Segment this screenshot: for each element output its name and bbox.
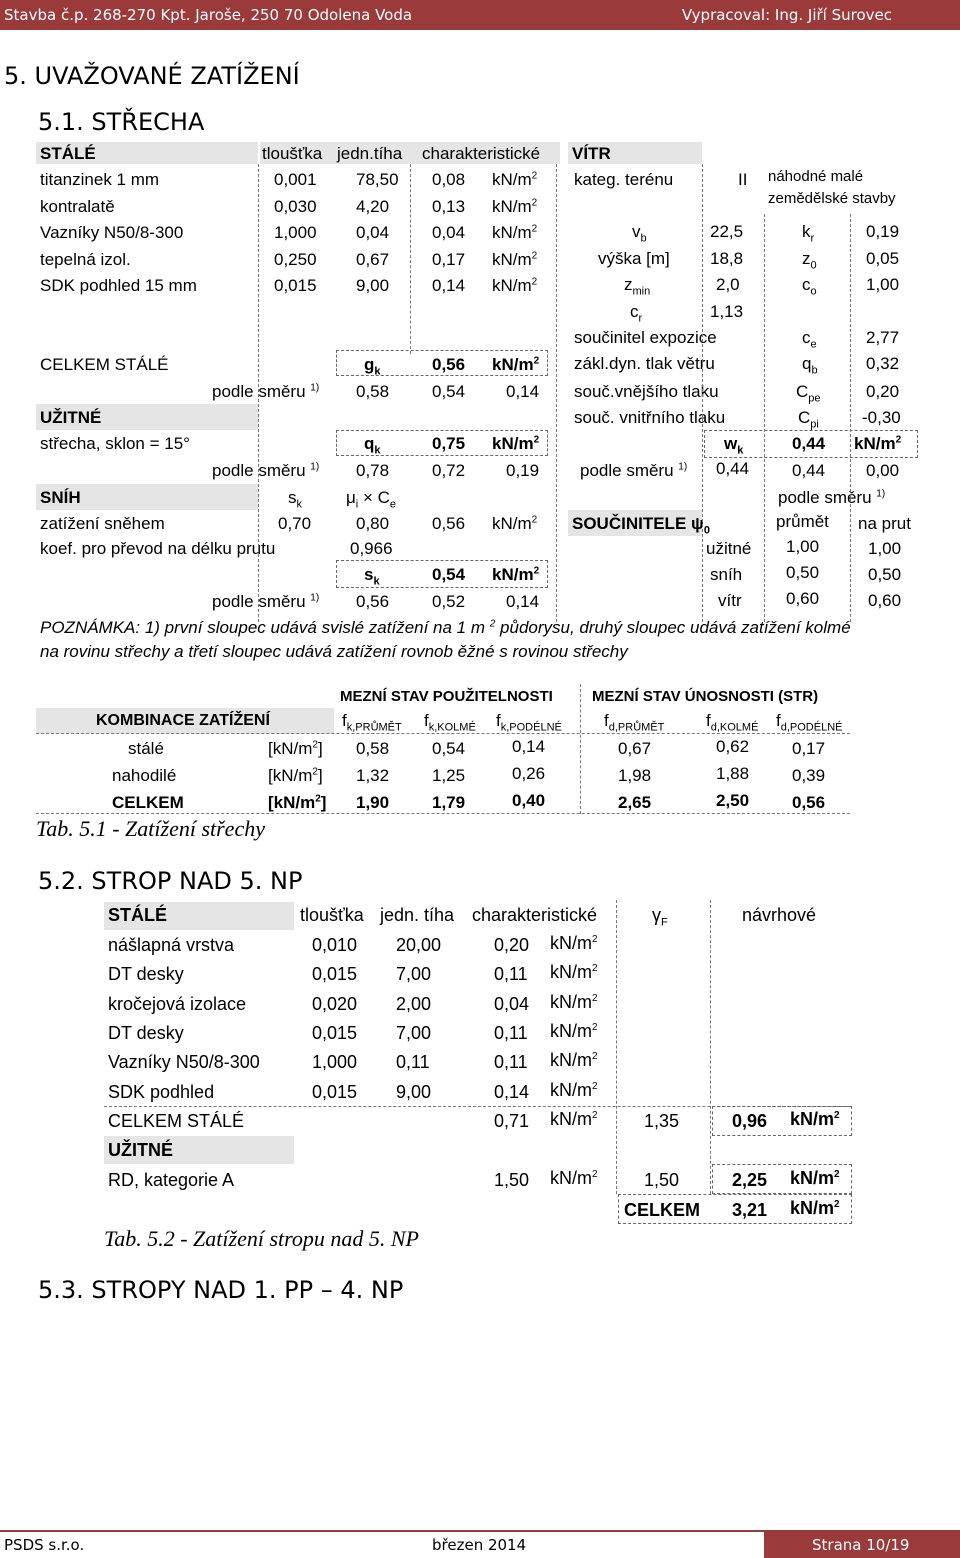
- grid-line: [710, 900, 711, 1194]
- koef-label: koef. pro převod na délku prutu: [40, 539, 276, 558]
- komb-cell: 0,58: [356, 739, 390, 758]
- psi-row-na-prut: 0,50: [868, 565, 902, 584]
- roof-row-weight: 9,00: [356, 276, 390, 295]
- mspo-title: MEZNÍ STAV POUŽITELNOSTI: [340, 688, 553, 705]
- komb-cell: 0,26: [512, 764, 546, 783]
- strop-row-name: Vazníky N50/8-300: [108, 1052, 260, 1073]
- strop-row-weight: 7,00: [396, 1022, 432, 1043]
- strop-rd-val: 1,50: [494, 1170, 530, 1190]
- komb-cell: 0,62: [716, 737, 750, 756]
- grid-line: [556, 164, 557, 622]
- strop-rd-nav: 2,25: [732, 1170, 768, 1190]
- zmin-symbol: $z_{min}$: [624, 275, 651, 298]
- strop-row-weight: 9,00: [396, 1081, 432, 1102]
- heading-5: 5. UVAŽOVANÉ ZATÍŽENÍ: [4, 62, 300, 90]
- footer-page: Strana 10/19: [812, 1536, 910, 1554]
- sk-dir-1: 0,56: [356, 592, 390, 611]
- komb-col-header: $f_{k,PODÉLNÉ}$: [496, 711, 562, 734]
- zs-2: 0,80: [356, 514, 390, 533]
- strop-rd-gamma: 1,50: [644, 1170, 680, 1190]
- psi-row-prumet: 0,60: [786, 589, 820, 608]
- z0-value: 0,05: [866, 249, 900, 268]
- prumet-label: průmět: [776, 512, 829, 531]
- gk-dir-3: 0,14: [506, 382, 540, 401]
- zs-1: 0,70: [278, 514, 312, 533]
- zs-3: 0,56: [432, 514, 466, 533]
- grid-line: [850, 214, 851, 622]
- komb-cell: 0,40: [512, 791, 546, 810]
- strop-celkem-unit: $kN/m^2$: [790, 1198, 840, 1218]
- sk-unit: $kN/m^2$: [492, 565, 540, 584]
- strop-col-navrhove: návrhové: [742, 905, 817, 925]
- grid-line: [702, 164, 703, 622]
- snih-label: SNÍH: [40, 488, 81, 507]
- komb-cell: 1,79: [432, 793, 466, 812]
- zmin-value: 2,0: [716, 275, 740, 294]
- strop-uzitne-label: UŽITNÉ: [108, 1140, 173, 1160]
- roof-row-unit: $kN/m^2$: [492, 276, 538, 295]
- strop-col-char: charakteristické: [472, 905, 598, 925]
- note-line-1: POZNÁMKA: 1) první sloupec udává svislé zatížení na 1 m $^2$ půdorysu, druhý sloupec udává zatížení kolmé: [40, 618, 851, 637]
- qk-symbol: $q_k$: [364, 434, 381, 457]
- wk-dir-1: 0,44: [716, 459, 750, 478]
- roof-row-thickness: 0,030: [274, 196, 317, 216]
- cpe-symbol: $C_{pe}$: [796, 382, 821, 405]
- strop-rd-unit: $kN/m^2$: [550, 1168, 598, 1188]
- komb-col-header: $f_{k,KOLMÉ}$: [424, 711, 476, 734]
- vyska-label: výška [m]: [598, 249, 670, 268]
- podle-smeru-sk: podle směru $^{1)}$: [212, 592, 320, 611]
- page-footer: [0, 1530, 960, 1558]
- roof-row-unit: $kN/m^2$: [492, 249, 538, 269]
- strop-cs-gamma: 1,35: [644, 1111, 680, 1131]
- strop-row-thickness: 1,000: [312, 1052, 358, 1073]
- kr-value: 0,19: [866, 222, 900, 241]
- strop-row-thickness: 0,010: [312, 935, 358, 955]
- qb-symbol: $q_b$: [802, 354, 818, 377]
- strop-row-unit: $kN/m^2$: [550, 1050, 598, 1071]
- strop-cs-nav-unit: $kN/m^2$: [790, 1109, 840, 1129]
- komb-cell: 1,90: [356, 793, 390, 812]
- roof-row-weight: 78,50: [356, 170, 399, 189]
- komb-cell: 1,88: [716, 764, 750, 783]
- ce-value: 2,77: [866, 328, 900, 347]
- komb-cell: 0,54: [432, 739, 466, 758]
- page-header: [0, 0, 960, 30]
- roof-row-unit: $kN/m^2$: [492, 196, 538, 216]
- footer-page-box: [764, 1532, 960, 1558]
- strop-row-thickness: 0,020: [312, 993, 358, 1014]
- roof-row-unit: $kN/m^2$: [492, 170, 538, 189]
- kombinace-title: KOMBINACE ZATÍŽENÍ: [96, 712, 270, 729]
- roof-row-value: 0,13: [432, 196, 466, 216]
- zakl-label: zákl.dyn. tlak větru: [574, 354, 715, 373]
- roof-row-unit: $kN/m^2$: [492, 223, 538, 242]
- strop-row-weight: 0,11: [396, 1052, 430, 1073]
- vb-symbol: $v_b$: [632, 222, 647, 245]
- komb-cell: 1,32: [356, 766, 390, 785]
- zs-unit: $kN/m^2$: [492, 514, 538, 533]
- grid-line: [36, 813, 850, 814]
- komb-cell: 1,25: [432, 766, 466, 785]
- strop-row-unit: $kN/m^2$: [550, 962, 598, 983]
- kateg-value: II: [738, 170, 748, 189]
- strop-celkem-label: CELKEM: [624, 1200, 700, 1220]
- note-line-2: na rovinu střechy a třetí sloupec udává zatížení rovnob ěžné s rovinou střechy: [40, 642, 628, 661]
- strop-row-name: nášlapná vrstva: [108, 935, 235, 955]
- vb-value: 22,5: [710, 222, 744, 241]
- co-symbol: $c_o$: [802, 275, 817, 298]
- psi-row-na-prut: 1,00: [868, 539, 902, 558]
- komb-row-name: nahodilé: [112, 766, 177, 785]
- uzitne-label: UŽITNÉ: [40, 408, 102, 427]
- strop-row-value: 0,14: [494, 1081, 530, 1102]
- strop-row-unit: $kN/m^2$: [550, 933, 598, 953]
- komb-cell: 0,17: [792, 739, 826, 758]
- cpe-value: 0,20: [866, 382, 900, 401]
- qk-dir-3: 0,19: [506, 461, 540, 480]
- roof-row-name: SDK podhled 15 mm: [40, 276, 197, 295]
- podle-smeru-psi: podle směru $^{1)}$: [778, 488, 886, 507]
- gk-unit: $kN/m^2$: [492, 355, 540, 374]
- header-project: Stavba č.p. 268-270 Kpt. Jaroše, 250 70 Odolena Voda: [4, 6, 413, 24]
- strop-cs-nav: 0,96: [732, 1111, 768, 1131]
- roof-row-weight: 0,67: [356, 249, 390, 269]
- strop-row-thickness: 0,015: [312, 1081, 358, 1102]
- strop-row-name: kročejová izolace: [108, 993, 247, 1014]
- komb-row-unit: $[kN/m^2]$: [268, 793, 327, 812]
- strop-cs-val: 0,71: [494, 1111, 530, 1131]
- wind-title: VÍTR: [572, 144, 611, 163]
- roof-row-name: kontralatě: [40, 196, 115, 216]
- roof-row-thickness: 0,015: [274, 276, 317, 295]
- strop-row-value: 0,11: [494, 1052, 528, 1073]
- strop-row-unit: $kN/m^2$: [550, 1079, 598, 1100]
- strop-row-weight: 20,00: [396, 935, 442, 955]
- grid-line: [764, 214, 765, 622]
- strop-row-unit: $kN/m^2$: [550, 991, 598, 1012]
- podle-smeru-gk: podle směru $^{1)}$: [212, 382, 320, 401]
- na-prut-label: na prut: [858, 514, 911, 533]
- wk-dir-3: 0,00: [866, 461, 900, 480]
- roof-row-value: 0,04: [432, 223, 466, 242]
- komb-col-header: $f_{k,PRŮMĚT}$: [342, 711, 402, 734]
- sk-col-label: $s_k$: [288, 488, 302, 511]
- wk-symbol: $w_k$: [724, 434, 744, 457]
- strop-row-value: 0,04: [494, 993, 530, 1014]
- z0-symbol: $z_0$: [802, 249, 817, 272]
- kr-symbol: $k_r$: [802, 222, 815, 245]
- strop-col-tl: tloušťka: [300, 905, 364, 925]
- roof-col-tl: tloušťka: [262, 144, 323, 163]
- expo-label: součinitel expozice: [574, 328, 717, 347]
- roof-row-value: 0,17: [432, 249, 466, 269]
- komb-cell: 2,50: [716, 791, 750, 810]
- sk-dir-3: 0,14: [506, 592, 540, 611]
- strop-rd-nav-unit: $kN/m^2$: [790, 1168, 840, 1188]
- komb-row-name: stálé: [128, 739, 164, 758]
- komb-col-header: $f_{d,KOLMÉ}$: [706, 711, 759, 734]
- kateg-label: kateg. terénu: [574, 170, 674, 189]
- komb-row-name: CELKEM: [112, 793, 184, 812]
- kateg-desc-1: náhodné malé: [768, 168, 864, 185]
- wk-dir-2: 0,44: [792, 461, 826, 480]
- psi-row-prumet: 0,50: [786, 563, 820, 582]
- strop-celkem-stale-label: CELKEM STÁLÉ: [108, 1111, 245, 1131]
- caption-5-1: Tab. 5.1 - Zatížení střechy: [36, 816, 265, 841]
- psi-row-name: sníh: [710, 565, 743, 584]
- roof-row-name: tepelná izol.: [40, 249, 131, 269]
- gk-value: 0,56: [432, 355, 466, 374]
- header-author: Vypracoval: Ing. Jiří Surovec: [681, 6, 892, 24]
- cpi-value: -0,30: [862, 408, 901, 427]
- cpi-symbol: $C_{pi}$: [798, 408, 819, 431]
- strop-col-jt: jedn. tíha: [380, 905, 455, 925]
- wk-value: 0,44: [792, 434, 826, 453]
- zat-snehem-label: zatížení sněhem: [40, 514, 165, 533]
- komb-cell: 2,65: [618, 793, 652, 812]
- strop-row-weight: 2,00: [396, 993, 432, 1014]
- heading-5-1: 5.1. STŘECHA: [38, 108, 205, 136]
- gk-dir-1: 0,58: [356, 382, 390, 401]
- strop-row-name: DT desky: [108, 964, 184, 985]
- qk-value: 0,75: [432, 434, 466, 453]
- roof-row-name: titanzinek 1 mm: [40, 170, 160, 189]
- heading-5-3: 5.3. STROPY NAD 1. PP – 4. NP: [38, 1276, 404, 1304]
- wk-unit: $kN/m^2$: [854, 434, 902, 453]
- koef-value: 0,966: [350, 539, 393, 558]
- psi-row-name: vítr: [718, 591, 742, 610]
- roof-row-value: 0,08: [432, 170, 466, 189]
- roof-col-char: charakteristické: [422, 144, 541, 163]
- strecha-label: střecha, sklon = 15°: [40, 434, 190, 453]
- roof-row-value: 0,14: [432, 276, 466, 295]
- msu-title: MEZNÍ STAV ÚNOSNOSTI (STR): [592, 688, 819, 705]
- roof-row-name: Vazníky N50/8-300: [40, 223, 184, 242]
- roof-row-thickness: 0,250: [274, 249, 317, 269]
- strop-row-name: SDK podhled: [108, 1081, 215, 1102]
- roof-col-jt: jedn.tíha: [337, 144, 403, 163]
- cr-symbol: $c_r$: [630, 302, 643, 325]
- qk-dir-2: 0,72: [432, 461, 466, 480]
- komb-cell: 0,14: [512, 737, 546, 756]
- sk-symbol: $s_k$: [364, 565, 380, 588]
- heading-5-2: 5.2. STROP NAD 5. NP: [38, 867, 303, 895]
- sk-value: 0,54: [432, 565, 466, 584]
- grid-line: [580, 684, 581, 814]
- strop-cs-unit: $kN/m^2$: [550, 1109, 598, 1129]
- strop-row-weight: 7,00: [396, 964, 432, 985]
- roof-row-thickness: 0,001: [274, 170, 317, 189]
- qk-unit: $kN/m^2$: [492, 434, 540, 453]
- grid-line: [410, 164, 411, 354]
- ce-symbol: $c_e$: [802, 328, 817, 351]
- strop-celkem-val: 3,21: [732, 1200, 768, 1220]
- strop-row-unit: $kN/m^2$: [550, 1020, 598, 1041]
- footer-company: PSDS s.r.o.: [4, 1536, 85, 1554]
- roof-col-stale: STÁLÉ: [40, 144, 96, 163]
- qk-dir-1: 0,78: [356, 461, 390, 480]
- komb-cell: 0,39: [792, 766, 826, 785]
- grid-line: [36, 733, 850, 734]
- podle-smeru-wk: podle směru $^{1)}$: [580, 461, 688, 480]
- vyska-value: 18,8: [710, 249, 744, 268]
- komb-col-header: $f_{d,PODÉLNÉ}$: [776, 711, 843, 734]
- gk-symbol: $g_k$: [364, 355, 381, 378]
- cr-value: 1,13: [710, 302, 744, 321]
- psi-row-na-prut: 0,60: [868, 591, 902, 610]
- strop-row-value: 0,20: [494, 935, 530, 955]
- roof-row-thickness: 1,000: [274, 223, 317, 242]
- mu-col-label: $\mu_i \times C_e$: [346, 488, 397, 511]
- footer-date: březen 2014: [432, 1536, 527, 1554]
- roof-row-weight: 4,20: [356, 196, 390, 216]
- strop-rd-label: RD, kategorie A: [108, 1170, 235, 1190]
- strop-row-value: 0,11: [494, 1022, 528, 1043]
- strop-col-stale: STÁLÉ: [108, 905, 168, 925]
- komb-row-unit: $[kN/m^2]$: [268, 739, 323, 758]
- psi-row-prumet: 1,00: [786, 537, 820, 556]
- strop-row-thickness: 0,015: [312, 1022, 358, 1043]
- celkem-stale-label: CELKEM STÁLÉ: [40, 355, 169, 374]
- komb-cell: 0,67: [618, 739, 652, 758]
- strop-col-gamma: $\gamma_F$: [652, 905, 668, 929]
- co-value: 1,00: [866, 275, 900, 294]
- strop-row-value: 0,11: [494, 964, 528, 985]
- podle-smeru-qk: podle směru $^{1)}$: [212, 461, 320, 480]
- grid-line: [258, 164, 259, 622]
- strop-row-thickness: 0,015: [312, 964, 358, 985]
- caption-5-2: Tab. 5.2 - Zatížení stropu nad 5. NP: [104, 1226, 419, 1251]
- roof-row-weight: 0,04: [356, 223, 390, 242]
- komb-cell: 0,56: [792, 793, 826, 812]
- komb-cell: 1,98: [618, 766, 652, 785]
- grid-line: [616, 900, 617, 1194]
- komb-col-header: $f_{d,PRŮMĚT}$: [604, 711, 665, 734]
- psi-row-name: užitné: [706, 539, 752, 558]
- souc-title: SOUČINITELE $\psi_0$: [572, 514, 710, 537]
- sk-dir-2: 0,52: [432, 592, 466, 611]
- vnej-label: souč.vnějšího tlaku: [574, 382, 719, 401]
- komb-row-unit: $[kN/m^2]$: [268, 766, 323, 785]
- vnit-label: souč. vnitřního tlaku: [574, 408, 726, 427]
- kateg-desc-2: zemědělské stavby: [768, 190, 896, 207]
- qb-value: 0,32: [866, 354, 900, 373]
- gk-dir-2: 0,54: [432, 382, 466, 401]
- strop-row-name: DT desky: [108, 1022, 184, 1043]
